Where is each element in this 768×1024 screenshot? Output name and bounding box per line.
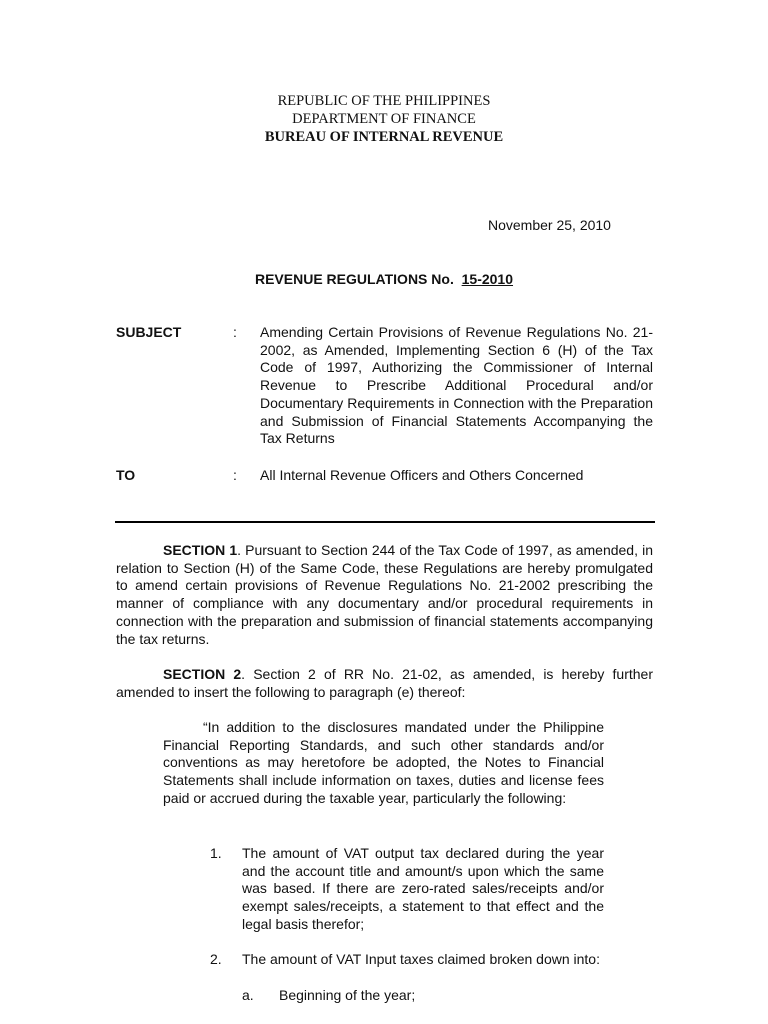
list-item-text: The amount of VAT output tax declared during the year and the account title and amount/s upon which the same was based. If there are zero-rated sales/receipts and/or exempt sales/receipts, a statement to that effect and the legal basis therefor; [242,845,604,932]
to-colon: : [233,467,237,483]
list-item-number: 1. [210,845,222,861]
letterhead-bureau: BUREAU OF INTERNAL REVENUE [264,129,504,145]
quoted-paragraph: “In addition to the disclosures mandated under the Philippine Financial Reporting Standards, and such other standards and/or conventions as may heretofore be adopted, the Notes to Financial Statements shall include information on taxes, duties and license fees paid or accrued during the taxable year, particularly the following: [163,719,604,806]
document-date: November 25, 2010 [488,217,611,233]
sub-list-item-text: Beginning of the year; [279,987,416,1003]
subject-text: Amending Certain Provisions of Revenue Regulations No. 21-2002, as Amended, Implementing Section 6 (H) of the Tax Code of 1997, Authorizing the Commissioner of Internal Revenue to Prescribe Additional Procedural and/or Documentary Requirements in Connection with the Preparation and Submission of Financial Statements Accompanying the Tax Returns [260,324,653,447]
to-text: All Internal Revenue Officers and Others Concerned [260,467,584,483]
list-item-text: The amount of VAT Input taxes claimed broken down into: [242,951,600,967]
sub-list-item-letter: a. [242,987,254,1003]
letterhead-department: DEPARTMENT OF FINANCE [292,111,476,127]
section-2-label: SECTION 2 [163,666,242,682]
divider-rule [115,521,655,523]
section-1 [116,542,653,648]
subject-colon: : [233,324,237,340]
letterhead [0,92,768,146]
letterhead-republic: REPUBLIC OF THE PHILIPPINES [277,93,491,109]
section-1-text: . Pursuant to Section 244 of the Tax Code of 1997, as amended, in relation to Section (H) of the Same Code, these Regulations are hereby promulgated to amend certain provisions of Revenue Regulations No. 21-2002 prescribing the manner of compliance with any documentary and/or procedural requirements in connection with the preparation and submission of financial statements accompanying the tax returns. [116,542,653,647]
subject-label: SUBJECT [116,324,182,340]
regulation-number: 15-2010 [461,271,514,287]
section-1-label: SECTION 1 [163,542,238,558]
regulation-title [0,271,768,289]
to-label: TO [116,467,136,483]
list-item-number: 2. [210,951,222,967]
section-2 [116,666,653,701]
section-2-text: . Section 2 of RR No. 21-02, as amended, is hereby further amended to insert the following to paragraph (e) thereof: [116,666,653,700]
regulation-title-prefix: REVENUE REGULATIONS No. [254,271,454,287]
